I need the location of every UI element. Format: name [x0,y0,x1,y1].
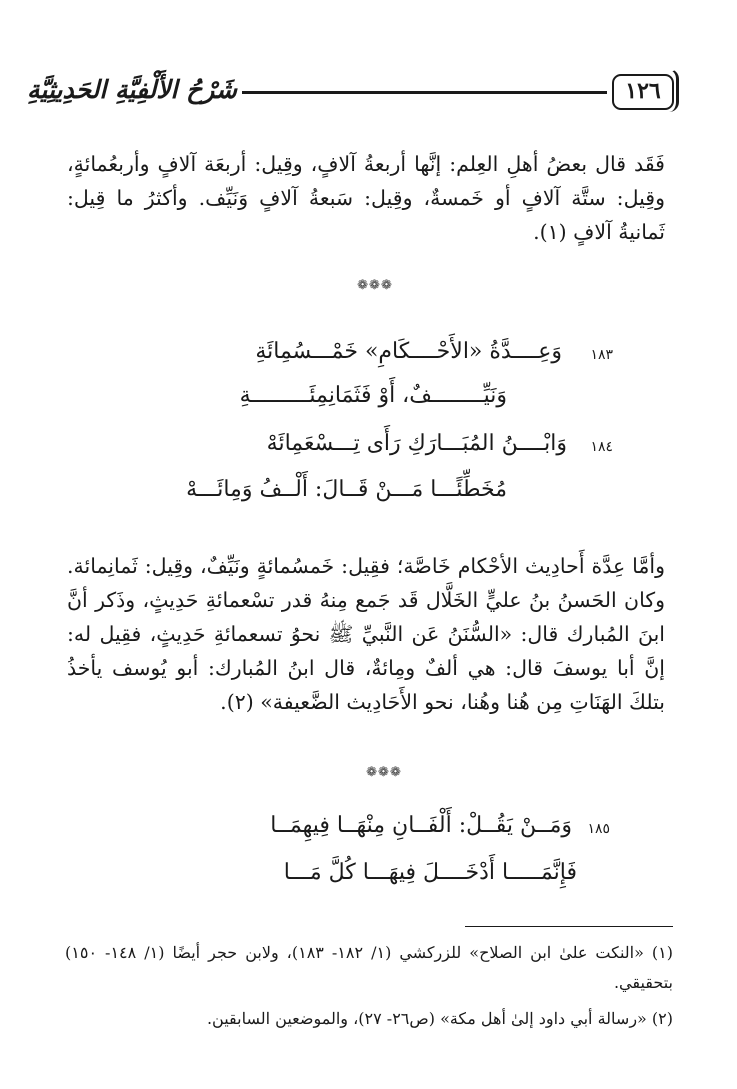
paragraph-1: فَقَد قال بعضُ أهلِ العِلم: إنَّها أربعةُ آلافٍ، وقِيل: أربعَة آلافٍ وأربعُمائةٍ، وقِيل: ستَّة آلافٍ أو خَمسةٌ، وقِيل: سَبعةُ آلافٍ وَنَيِّف. وأكثرُ ما قِيل: ثَمانيةُ آلافٍ (١). [67,152,665,244]
footnotes [65,938,673,1040]
verse-184-second-hemistich: مُخَطِّئًـــا مَـــنْ قَــالَ: أَلْــفُ وَمِائَـــهْ [186,477,507,502]
paragraph-2: وأمَّا عِدَّة أَحادِيث الأحْكام خَاصَّة؛ فقِيل: خَمسُمائةٍ ونَيِّفٌ، وقِيل: ثَمانِمائة. وكان الحَسنُ بنُ عليٍّ الخَلَّال قَد جَمع مِنهُ قدر تسْعمائةِ حَدِيثٍ، وذَكر أنَّ ابنَ المُبارك قال: «السُّنَنُ عَن النَّبيِّ ﷺ نحوُ تسعمائةِ حَدِيثٍ، فقِيل له: إنَّ أبا يوسفَ قال: هي ألفٌ ومِائةٌ، قال ابنُ المُبارك: أبو يُوسف يأخذُ بتلكَ الهَنَاتِ مِن هُنا وهُنا، نحو الأَحَادِيث الضَّعيفة» (٢). [67,554,665,714]
verse-185-second-hemistich: فَإِنَّمَـــــا أَدْخَــــلَ فِيهَـــا كُلَّ مَـــا [283,860,577,885]
page-header [27,70,674,120]
page-number: ١٢٦ [612,74,674,110]
separator-ornament: ❁❁❁ [357,278,393,293]
footnote-2: (٢) «رسالة أبي داود إلىٰ أهل مكة» (ص٢٦- ٢٧)، والموضعين السابقين. [206,1009,673,1028]
footnote-rule [465,926,673,927]
verse-number-184: ١٨٤ [590,439,613,455]
header-rule [242,91,607,94]
running-title: شَرْحُ الأَلْفِيَّةِ الحَدِيثِيَّةِ [27,75,237,104]
verse-number-185: ١٨٥ [587,821,610,837]
verse-183-first-hemistich: وَعِــــدَّةُ «الأَحْــــكَامِ» خَمْـــسُمِائَةِ [255,339,562,364]
footnote-1: (١) «النكت علىٰ ابن الصلاح» للزركشي (١/ ١٨٢- ١٨٣)، ولابن حجر أيضًا (١/ ١٤٨- ١٥٠) بتحقيقي. [65,943,674,992]
verse-183-second-hemistich: وَنَيِّــــــــفٌ، أَوْ فَثَمَانِمِئَـــــــــةِ [239,383,507,408]
verse-184-first-hemistich: وَابْــــنُ المُبَـــارَكِ رَأَى تِـــسْعَمِائَهْ [266,431,567,456]
verse-number-183: ١٨٣ [590,347,613,363]
verse-185-first-hemistich: وَمَــنْ يَقُــلْ: أَلْفَــانِ مِنْهَــا فِيهِمَــا [270,813,572,838]
separator-ornament: ❁❁❁ [366,765,402,780]
